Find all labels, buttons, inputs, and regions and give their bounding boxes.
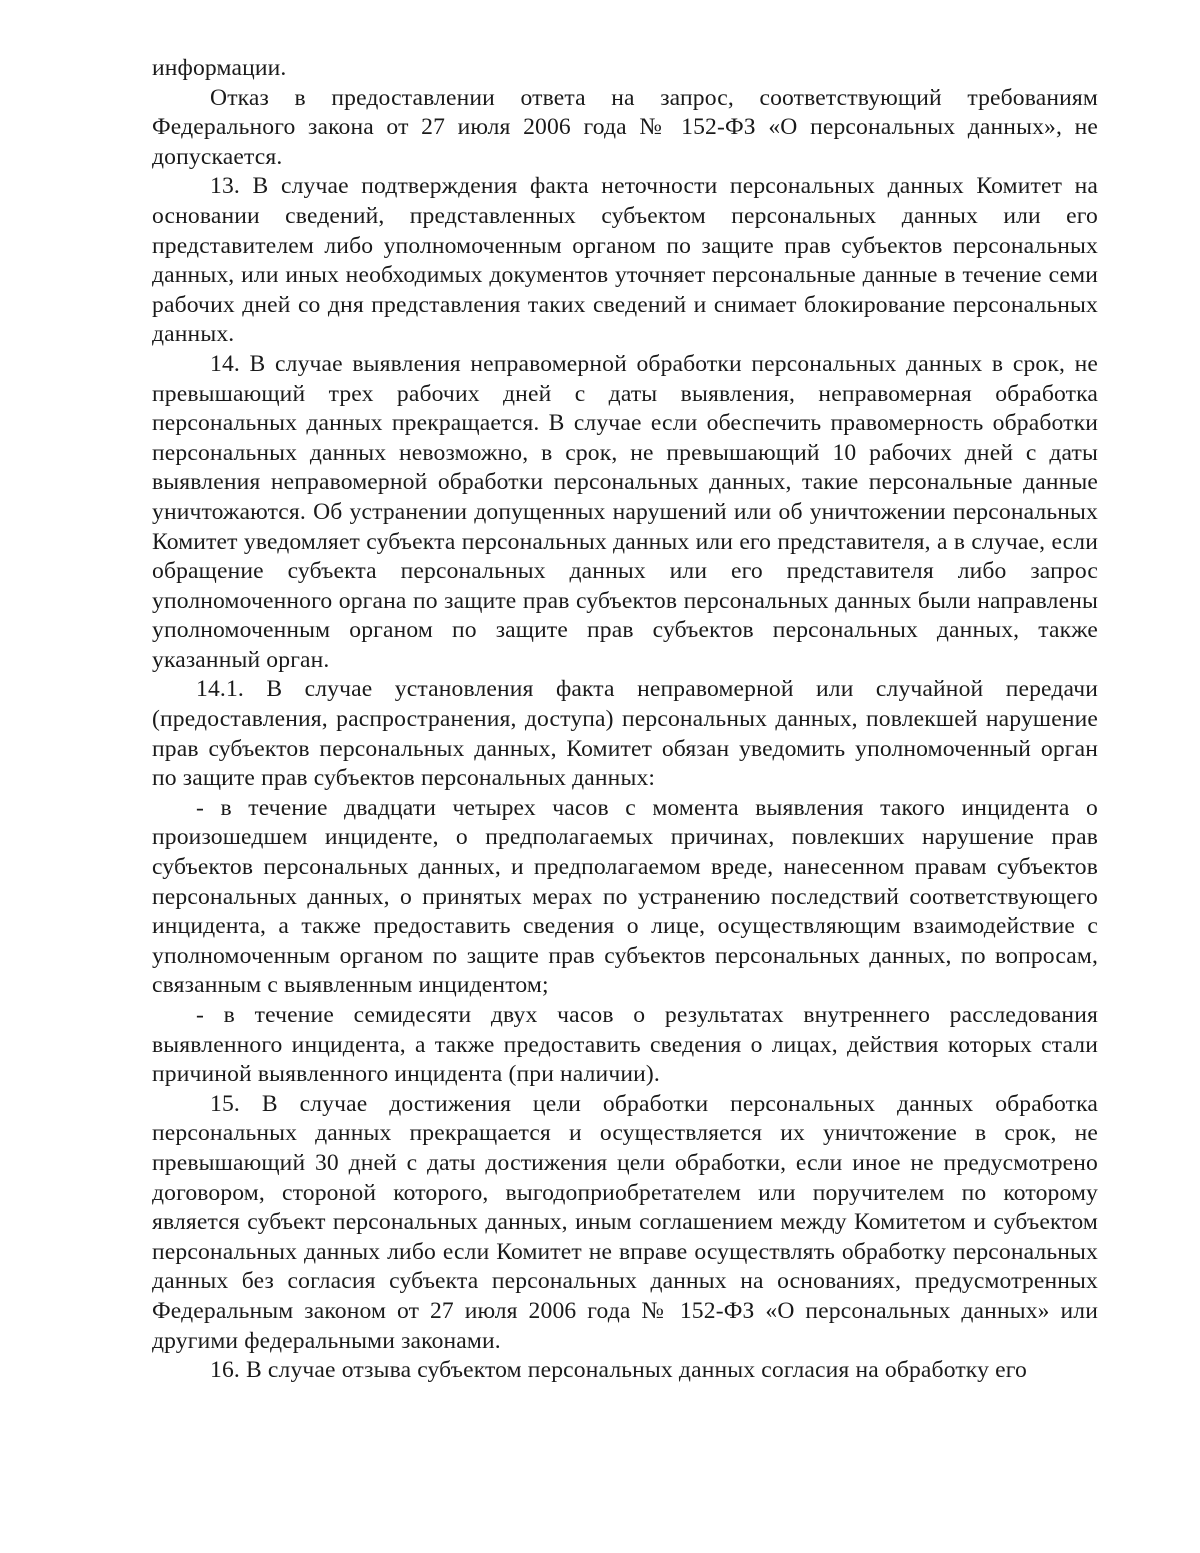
paragraph-item-24-hours: - в течение двадцати четырех часов с момента выявления такого инцидента о произошедшем инциденте, о предполагаемых причинах, повлекших нарушение прав субъектов персональных данных, и предполагаемом вреде, нанесенном правам субъектов персональных данных, о принятых мерах по устранению последствий соответствующего инцидента, а также предоставить сведения о лице, осуществляющим взаимодействие с уполномоченным органом по защите прав субъектов персональных данных, по вопросам, связанным с выявленным инцидентом; [152, 794, 1098, 999]
paragraph-14: 14. В случае выявления неправомерной обработки персональных данных в срок, не превышающий трех рабочих дней с даты выявления, неправомерная обработка персональных данных прекращается. В случае если обеспечить правомерность обработки персональных данных невозможно, в срок, не превышающий 10 рабочих дней с даты выявления неправомерной обработки персональных данных, такие персональные данные уничтожаются. Об устранении допущенных нарушений или об уничтожении персональных Комитет уведомляет субъекта персональных данных или его представителя, а в случае, если обращение субъекта персональных данных или его представителя либо запрос уполномоченного органа по защите прав субъектов персональных данных были направлены уполномоченным органом по защите прав субъектов персональных данных, также указанный орган. [152, 350, 1098, 673]
document-body [152, 54, 1098, 1386]
paragraph-item-72-hours: - в течение семидесяти двух часов о результатах внутреннего расследования выявленного инцидента, а также предоставить сведения о лицах, действия которых стали причиной выявленного инцидента (при наличии). [152, 1002, 1098, 1088]
paragraph-refusal: Отказ в предоставлении ответа на запрос, соответствующий требованиям Федерального закона от 27 июля 2006 года № 152-ФЗ «О персональных данных», не допускается. [152, 84, 1098, 170]
paragraph-16: 16. В случае отзыва субъектом персональных данных согласия на обработку его [210, 1357, 1027, 1384]
paragraph-15: 15. В случае достижения цели обработки персональных данных обработка персональных данных прекращается и осуществляется их уничтожение в срок, не превышающий 30 дней с даты достижения цели обработки, если иное не предусмотрено договором, стороной которого, выгодоприобретателем или поручителем по которому является субъект персональных данных, иным соглашением между Комитетом и субъектом персональных данных либо если Комитет не вправе осуществлять обработку персональных данных без согласия субъекта персональных данных на основаниях, предусмотренных Федеральным законом от 27 июля 2006 года № 152-ФЗ «О персональных данных» или другими федеральными законами. [152, 1090, 1098, 1354]
paragraph-13: 13. В случае подтверждения факта неточности персональных данных Комитет на основании сведений, представленных субъектом персональных данных или его представителем либо уполномоченным органом по защите прав субъектов персональных данных, или иных необходимых документов уточняет персональные данные в течение семи рабочих дней со дня представления таких сведений и снимает блокирование персональных данных. [152, 173, 1098, 348]
paragraph-14-1: 14.1. В случае установления факта неправомерной или случайной передачи (предоставления, распространения, доступа) персональных данных, повлекшей нарушение прав субъектов персональных данных, Комитет обязан уведомить уполномоченный орган по защите прав субъектов персональных данных: [152, 676, 1098, 792]
paragraph-continuation: информации. [152, 55, 287, 81]
